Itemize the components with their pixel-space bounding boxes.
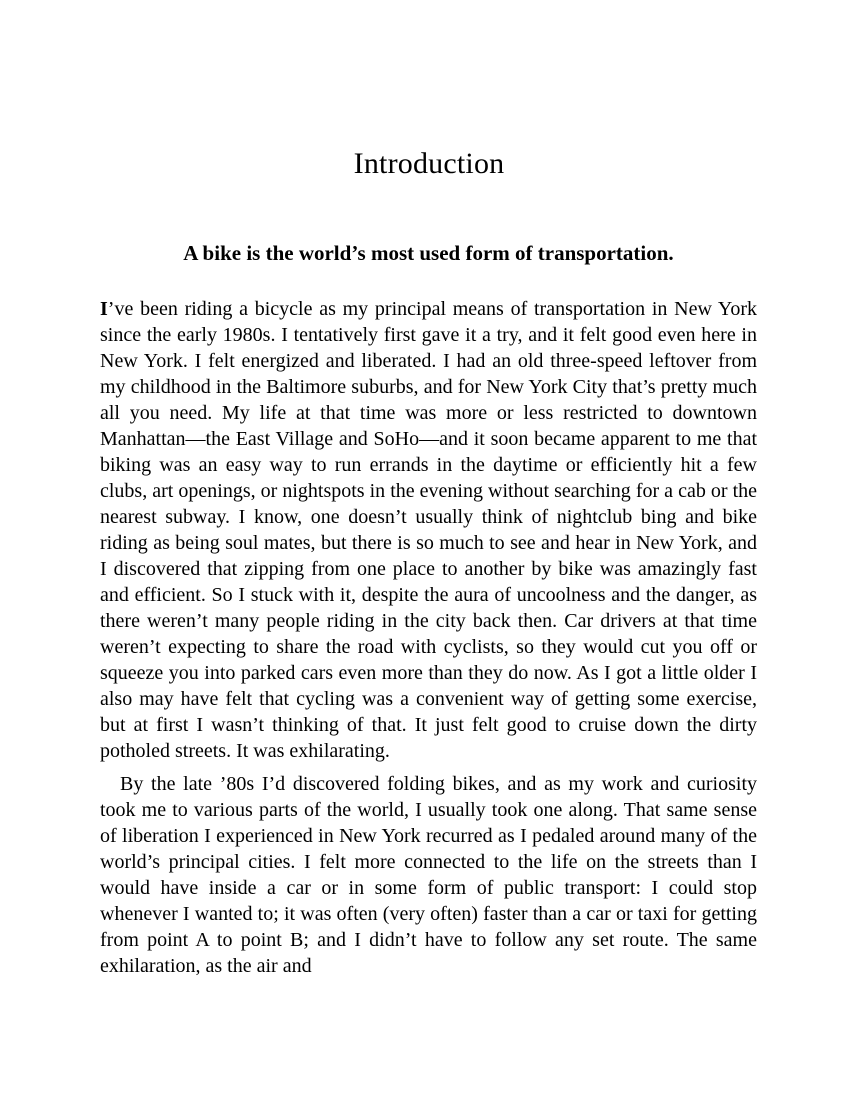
paragraph-1-text: ’ve been riding a bicycle as my principal means of transportation in New York since the early 1980s. I tentatively first gave it a try, and it felt good even here in New York. I felt energized and liberated. I had an old three-speed leftover from my childhood in the Baltimore suburbs, and for New York City that’s pretty much all you need. My life at that time was more or less restricted to downtown Manhattan—the East Village and SoHo—and it soon became apparent to me that biking was an easy way to run errands in the daytime or efficiently hit a few clubs, art openings, or nightspots in the evening without searching for a cab or the nearest subway. I know, one doesn’t usually think of nightclub bing and bike riding as being soul mates, but there is so much to see and hear in New York, and I discovered that zipping from one place to another by bike was amazingly fast and efficient. So I stuck with it, despite the aura of uncoolness and the danger, as there weren’t many people riding in the city back then. Car drivers at that time weren’t expecting to share the road with cyclists, so they would cut you off or squeeze you into parked cars even more than they do now. As I got a little older I also may have felt that cycling was a convenient way of getting some exercise, but at first I wasn’t thinking of that. It just felt good to cruise down the dirty potholed streets. It was exhilarating. — [100, 298, 757, 762]
lead-capital: I — [100, 298, 108, 320]
chapter-subtitle: A bike is the world’s most used form of transportation. — [183, 241, 674, 266]
paragraph-1 — [100, 296, 757, 764]
paragraph-2: By the late ’80s I’d discovered folding bikes, and as my work and curiosity took me to various parts of the world, I usually took one along. That same sense of liberation I experienced in New York recurred as I pedaled around many of the world’s principal cities. I felt more connected to the life on the streets than I would have inside a car or in some form of public transport: I could stop whenever I wanted to; it was often (very often) faster than a car or taxi for getting from point A to point B; and I didn’t have to follow any set route. The same exhilaration, as the air and — [100, 773, 757, 977]
chapter-title: Introduction — [353, 147, 505, 181]
body-text — [100, 296, 757, 979]
